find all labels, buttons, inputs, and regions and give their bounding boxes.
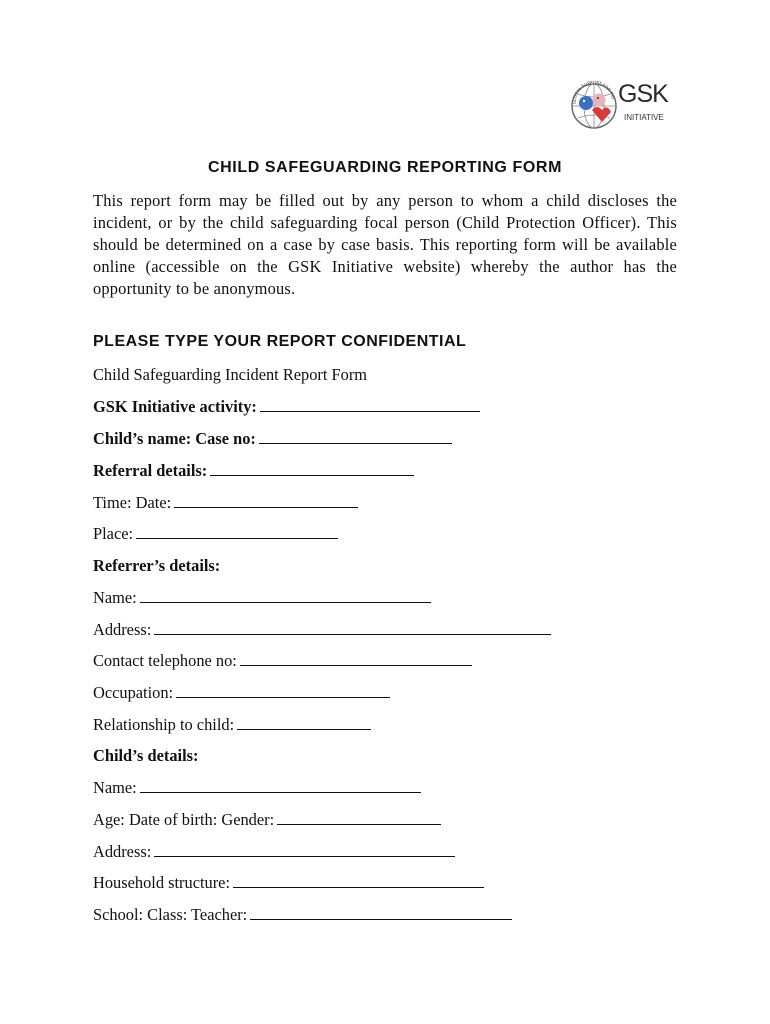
globe-logo-icon (568, 78, 620, 132)
field-household (93, 873, 484, 893)
field-occupation (93, 683, 390, 703)
field-label: School: Class: Teacher: (93, 905, 248, 924)
field-time-date (93, 493, 358, 513)
activity-input-line[interactable] (260, 397, 480, 412)
gsk-initiative-logo (568, 78, 672, 132)
field-label: Age: Date of birth: Gender: (93, 810, 275, 829)
child-name-input-line[interactable] (140, 778, 421, 793)
intro-paragraph: This report form may be filled out by any person to whom a child discloses the incident, or by the child safeguarding focal person (Child Protection Officer). This should be determined on a case by case basis. This reporting form will be available online (accessible on the GSK Initiative website) whereby the author has the opportunity to be anonymous. (93, 191, 677, 298)
field-label: Household structure: (93, 873, 231, 892)
field-school (93, 905, 512, 925)
field-label: Name: (93, 588, 137, 607)
field-label: Address: (93, 620, 152, 639)
section-referrer-details: Referrer’s details: (93, 556, 221, 575)
field-label: Occupation: (93, 683, 174, 702)
field-child-address (93, 842, 455, 862)
place-input-line[interactable] (136, 524, 338, 539)
field-activity (93, 397, 480, 417)
contact-phone-input-line[interactable] (240, 651, 472, 666)
occupation-input-line[interactable] (176, 683, 390, 698)
age-dob-gender-input-line[interactable] (277, 810, 441, 825)
section-child-details: Child’s details: (93, 746, 199, 765)
time-date-input-line[interactable] (174, 493, 358, 508)
field-child-name-case (93, 429, 452, 449)
field-label: Address: (93, 842, 152, 861)
school-input-line[interactable] (250, 905, 512, 920)
referrer-address-input-line[interactable] (154, 620, 551, 635)
field-label: Contact telephone no: (93, 651, 237, 670)
referrer-name-input-line[interactable] (140, 588, 431, 603)
household-input-line[interactable] (233, 873, 484, 888)
confidential-heading: PLEASE TYPE YOUR REPORT CONFIDENTIAL (93, 333, 467, 350)
logo-sub-text: INITIATIVE (624, 113, 664, 122)
field-child-name (93, 778, 421, 798)
referral-input-line[interactable] (210, 461, 414, 476)
field-referral (93, 461, 414, 481)
form-subtitle: Child Safeguarding Incident Report Form (93, 365, 368, 384)
field-label: Place: (93, 524, 134, 543)
child-address-input-line[interactable] (154, 842, 455, 857)
field-label: GSK Initiative activity: (93, 397, 257, 416)
relationship-input-line[interactable] (237, 715, 371, 730)
child-name-case-input-line[interactable] (259, 429, 452, 444)
field-label: Relationship to child: (93, 715, 235, 734)
page-title: CHILD SAFEGUARDING REPORTING FORM (207, 159, 563, 176)
field-relationship (93, 715, 371, 735)
field-label: Referral details: (93, 461, 208, 480)
field-age-dob-gender (93, 810, 441, 830)
field-label: Name: (93, 778, 137, 797)
field-label: Child’s name: Case no: (93, 429, 256, 448)
field-contact-phone (93, 651, 472, 671)
field-place (93, 524, 338, 544)
svg-text:GLOBAL SUPPORT FOR KIDS: GLOBAL SUPPORT FOR KID (571, 79, 616, 105)
logo-brand-text: GSK (618, 80, 668, 108)
field-referrer-name (93, 588, 431, 608)
field-label: Time: Date: (93, 493, 172, 512)
field-referrer-address (93, 620, 551, 640)
